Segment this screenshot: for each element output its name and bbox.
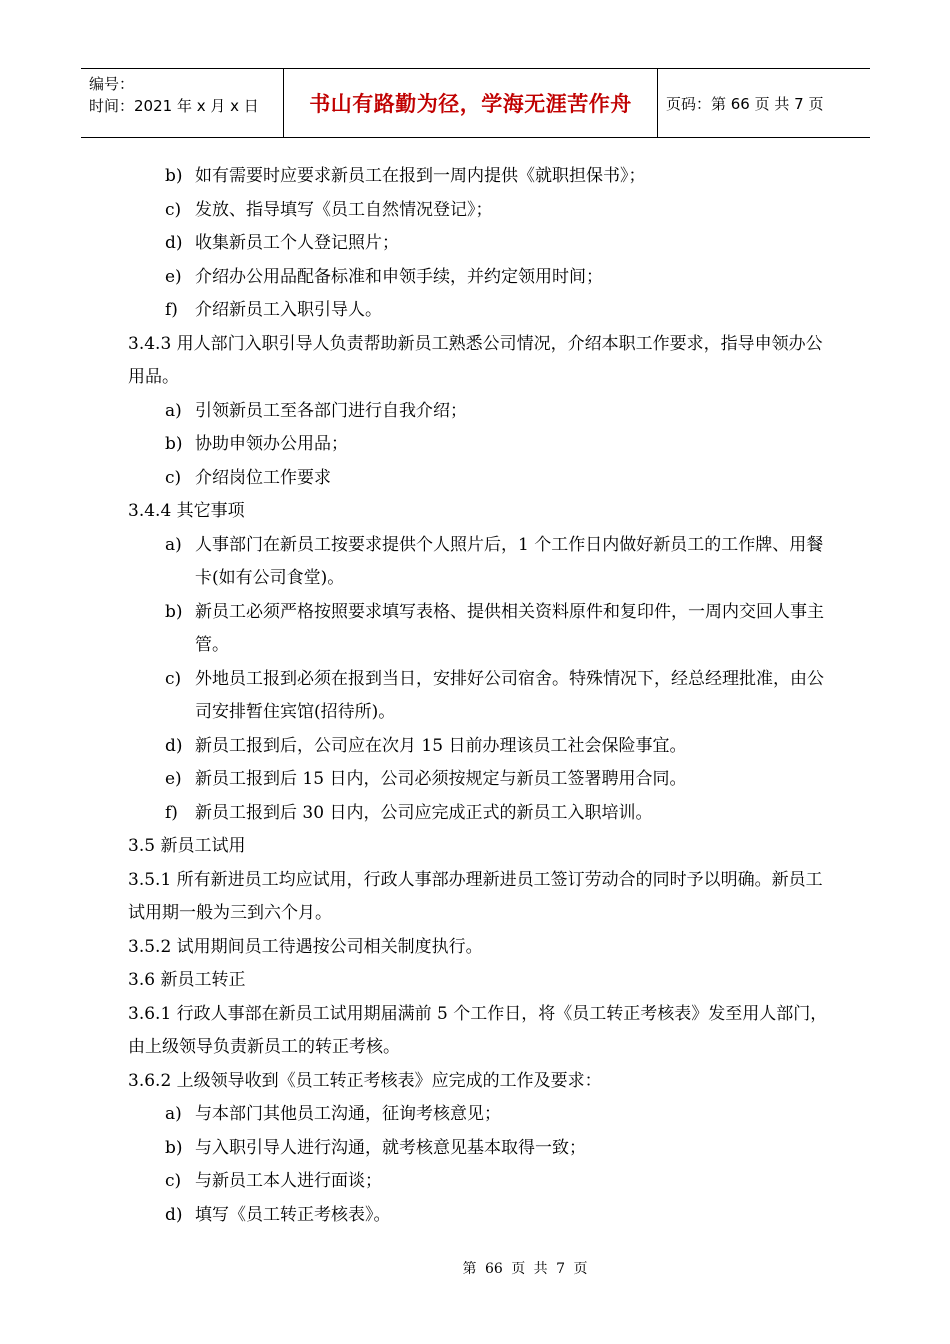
list-item (165, 1132, 828, 1166)
list-item-text: 新员工报到后 30 日内，公司应完成正式的新员工入职培训。 (195, 802, 653, 823)
list-item-text: 新员工报到后，公司应在次月 15 日前办理该员工社会保险事宜。 (195, 735, 687, 756)
list-item-text: 如有需要时应要求新员工在报到一周内提供《就职担保书》； (195, 166, 646, 186)
list-item (165, 596, 828, 663)
list-item (165, 763, 828, 797)
list-item-label: b) (165, 1137, 183, 1158)
header-motto: 书山有路勤为径，学海无涯苦作舟 (283, 69, 658, 137)
list-item-text: 介绍办公用品配备标准和申领手续，并约定领用时间； (195, 266, 603, 287)
list-item-text: 引领新员工至各部门进行自我介绍； (195, 400, 467, 421)
list-item-label: c) (165, 199, 182, 220)
paragraph: 3.6 新员工转正 (128, 970, 246, 990)
list-item (165, 227, 828, 261)
list-item (165, 294, 828, 328)
list-item-label: e) (165, 769, 182, 789)
list-item (165, 730, 828, 764)
header-page-info: 页码：第 66 页 共 7 页 (666, 94, 824, 113)
document-date: 时间：2021 年 x 月 x 日 (89, 97, 259, 115)
list-item (165, 428, 828, 462)
list-item (165, 160, 828, 194)
header-meta (81, 69, 283, 137)
list-item-label: e) (165, 266, 182, 287)
list-item-text: 外地员工报到必须在报到当日，安排好公司宿舍。特殊情况下，经总经理批准，由公司安排暂住宾馆(招待所)。 (195, 668, 824, 722)
list-item-text: 收集新员工个人登记照片； (195, 233, 399, 253)
list-item-label: f) (165, 300, 178, 320)
list-item-text: 与入职引导人进行沟通，就考核意见基本取得一致； (195, 1137, 586, 1158)
list-item-label: a) (165, 400, 182, 421)
list-item (165, 663, 828, 730)
list-item-label: b) (165, 434, 183, 454)
list-item-text: 介绍新员工入职引导人。 (195, 300, 382, 320)
list-item-label: d) (165, 1204, 183, 1225)
paragraph: 3.6.2 上级领导收到《员工转正考核表》应完成的工作及要求： (128, 1070, 602, 1091)
list-item-label: c) (165, 668, 182, 689)
list-item-text: 新员工报到后 15 日内，公司必须按规定与新员工签署聘用合同。 (195, 769, 687, 789)
list-item-label: d) (165, 233, 183, 253)
paragraph: 3.4.3 用人部门入职引导人负责帮助新员工熟悉公司情况，介绍本职工作要求，指导申领办公用品。 (128, 333, 823, 387)
list-item-label: b) (165, 601, 183, 622)
list-item-label: a) (165, 1104, 182, 1124)
page-header (81, 68, 870, 138)
list-item-label: b) (165, 166, 183, 186)
paragraph: 3.5.1 所有新进员工均应试用，行政人事部办理新进员工签订劳动合的同时予以明确。新员工试用期一般为三到六个月。 (128, 869, 823, 923)
list-item-text: 介绍岗位工作要求 (195, 467, 331, 488)
list-item (165, 395, 828, 429)
paragraph: 3.4.4 其它事项 (128, 501, 245, 521)
paragraph: 3.6.1 行政人事部在新员工试用期届满前 5 个工作日，将《员工转正考核表》发至用人部门，由上级领导负责新员工的转正考核。 (128, 1003, 828, 1057)
paragraph: 3.5.2 试用期间员工待遇按公司相关制度执行。 (128, 936, 483, 957)
list-item (165, 261, 828, 295)
list-item-text: 填写《员工转正考核表》。 (195, 1204, 391, 1225)
list-item-text: 与新员工本人进行面谈； (195, 1171, 382, 1191)
list-item-label: d) (165, 735, 183, 756)
list-item-text: 协助申领办公用品； (195, 434, 348, 454)
list-item (165, 529, 828, 596)
list-item (165, 1098, 828, 1132)
list-item-text: 人事部门在新员工按要求提供个人照片后，1 个工作日内做好新员工的工作牌、用餐卡(如有公司食堂)。 (195, 534, 824, 588)
list-item-text: 新员工必须严格按照要求填写表格、提供相关资料原件和复印件，一周内交回人事主管。 (195, 601, 824, 655)
document-body (128, 160, 828, 1232)
list-item (165, 462, 828, 496)
list-item (165, 1199, 828, 1233)
list-item-label: f) (165, 802, 178, 823)
list-item (165, 194, 828, 228)
page-footer: 第 66 页 共 7 页 (462, 1261, 588, 1277)
list-item-label: a) (165, 534, 182, 555)
list-item-text: 发放、指导填写《员工自然情况登记》； (195, 199, 493, 220)
list-item (165, 1165, 828, 1199)
paragraph: 3.5 新员工试用 (128, 836, 246, 856)
list-item-label: c) (165, 467, 182, 488)
document-number: 编号： (89, 75, 135, 93)
list-item (165, 797, 828, 831)
list-item-text: 与本部门其他员工沟通，征询考核意见； (195, 1104, 501, 1124)
list-item-label: c) (165, 1171, 182, 1191)
